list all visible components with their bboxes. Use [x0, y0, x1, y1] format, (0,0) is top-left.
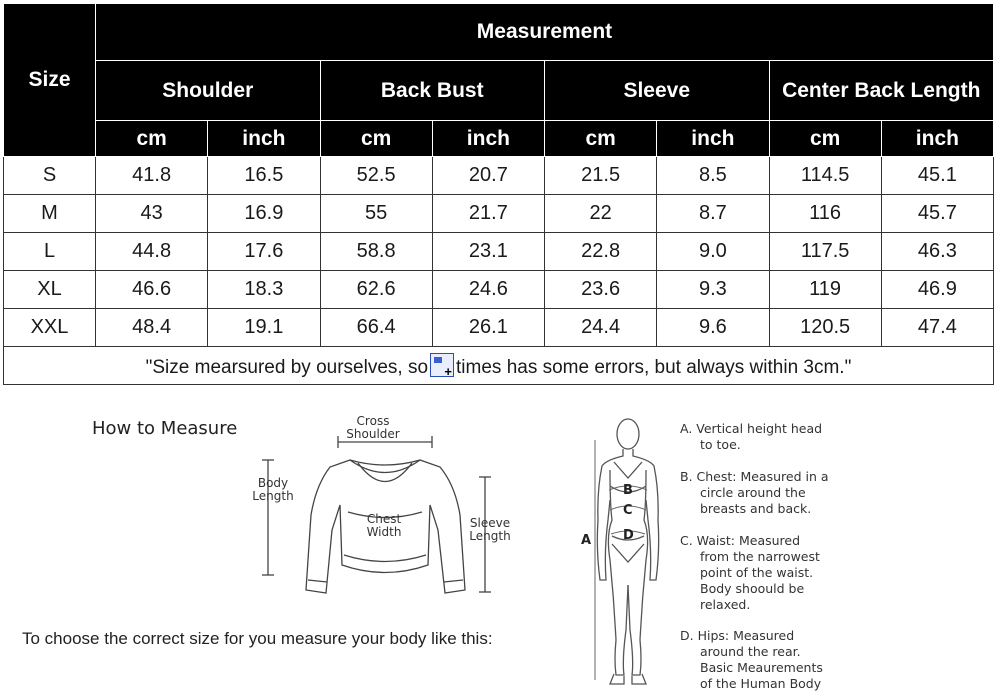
- value-cell: 47.4: [881, 309, 993, 347]
- value-cell: 18.3: [208, 271, 320, 309]
- size-chart-table: [3, 3, 994, 384]
- unit-header: inch: [208, 121, 320, 157]
- value-cell: 120.5: [769, 309, 881, 347]
- value-cell: 21.5: [545, 157, 657, 195]
- value-cell: 24.4: [545, 309, 657, 347]
- value-cell: 55: [320, 195, 432, 233]
- value-cell: 116: [769, 195, 881, 233]
- value-cell: 41.8: [96, 157, 208, 195]
- value-cell: 22.8: [545, 233, 657, 271]
- value-cell: 58.8: [320, 233, 432, 271]
- chest-width-label: Chest Width: [366, 512, 402, 539]
- sleeve-header: Sleeve: [545, 61, 770, 121]
- back-bust-header: Back Bust: [320, 61, 545, 121]
- value-cell: 9.6: [657, 309, 769, 347]
- value-cell: 8.7: [657, 195, 769, 233]
- value-cell: 17.6: [208, 233, 320, 271]
- unit-header: cm: [320, 121, 432, 157]
- value-cell: 26.1: [432, 309, 544, 347]
- table-row: [4, 195, 994, 233]
- size-cell: XL: [4, 271, 96, 309]
- cross-shoulder-label: Cross Shoulder: [346, 414, 400, 441]
- value-cell: 9.3: [657, 271, 769, 309]
- measurement-note: [4, 347, 994, 385]
- size-header: Size: [4, 4, 96, 157]
- value-cell: 114.5: [769, 157, 881, 195]
- choose-size-instruction: To choose the correct size for you measure your body like this:: [22, 629, 493, 648]
- size-cell: M: [4, 195, 96, 233]
- value-cell: 19.1: [208, 309, 320, 347]
- value-cell: 119: [769, 271, 881, 309]
- note-text-end: times has some errors, but always within 3cm.": [456, 356, 852, 378]
- value-cell: 45.7: [881, 195, 993, 233]
- value-cell: 46.3: [881, 233, 993, 271]
- table-row: [4, 157, 994, 195]
- marker-c: C: [623, 503, 633, 518]
- value-cell: 45.1: [881, 157, 993, 195]
- center-back-length-header: Center Back Length: [769, 61, 994, 121]
- unit-header: inch: [432, 121, 544, 157]
- value-cell: 52.5: [320, 157, 432, 195]
- value-cell: 46.9: [881, 271, 993, 309]
- unit-header: cm: [545, 121, 657, 157]
- marker-a: A: [581, 533, 592, 548]
- unit-header: inch: [881, 121, 993, 157]
- body-figure-diagram: [570, 410, 675, 695]
- value-cell: 48.4: [96, 309, 208, 347]
- measurement-header: Measurement: [96, 4, 994, 61]
- value-cell: 23.1: [432, 233, 544, 271]
- table-row: [4, 309, 994, 347]
- table-row: [4, 271, 994, 309]
- value-cell: 16.5: [208, 157, 320, 195]
- size-cell: XXL: [4, 309, 96, 347]
- note-text-start: "Size mearsured by ourselves, so: [145, 356, 429, 378]
- value-cell: 44.8: [96, 233, 208, 271]
- value-cell: 20.7: [432, 157, 544, 195]
- value-cell: 23.6: [545, 271, 657, 309]
- value-cell: 16.9: [208, 195, 320, 233]
- body-length-label: Body Length: [252, 476, 294, 503]
- legend-item-b: B. Chest: Measured in a circle around the breasts and back.: [680, 469, 829, 516]
- how-to-measure-title: How to Measure: [92, 418, 238, 439]
- legend-item-c: C. Waist: Measured from the narrowest point of the waist. Body shoould be relaxed.: [680, 533, 820, 612]
- sleeve-length-label: Sleeve Length: [469, 516, 511, 543]
- value-cell: 8.5: [657, 157, 769, 195]
- value-cell: 66.4: [320, 309, 432, 347]
- marker-d: D: [623, 528, 634, 543]
- unit-header: inch: [657, 121, 769, 157]
- value-cell: 22: [545, 195, 657, 233]
- legend-item-a: A. Vertical height head to toe.: [680, 421, 823, 452]
- value-cell: 9.0: [657, 233, 769, 271]
- table-row: [4, 233, 994, 271]
- unit-header: cm: [96, 121, 208, 157]
- value-cell: 21.7: [432, 195, 544, 233]
- value-cell: 24.6: [432, 271, 544, 309]
- value-cell: 62.6: [320, 271, 432, 309]
- size-cell: S: [4, 157, 96, 195]
- shoulder-header: Shoulder: [96, 61, 321, 121]
- value-cell: 43: [96, 195, 208, 233]
- marker-b: B: [623, 483, 633, 498]
- size-cell: L: [4, 233, 96, 271]
- embedded-object-icon: [430, 353, 454, 377]
- value-cell: 117.5: [769, 233, 881, 271]
- legend-item-d: D. Hips: Measured around the rear. Basic Meaurements of the Human Body: [680, 628, 823, 691]
- value-cell: 46.6: [96, 271, 208, 309]
- unit-header: cm: [769, 121, 881, 157]
